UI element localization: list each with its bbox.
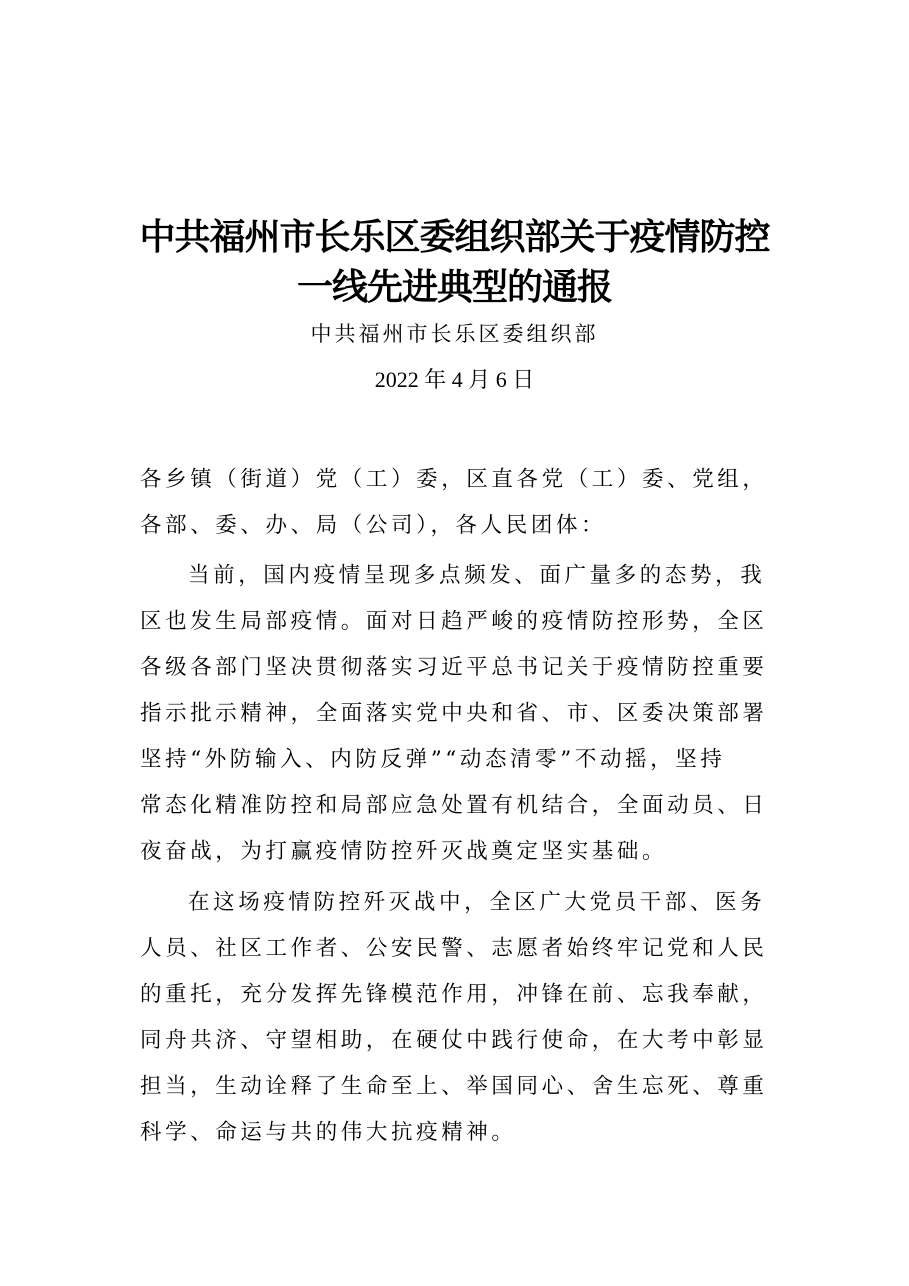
salutation-line: 各部、委、办、局（公司），各人民团体：	[140, 513, 607, 538]
paragraph-line: 区也发生局部疫情。面对日趋严峻的疫情防控形势，全区	[140, 609, 768, 634]
salutation-line: 各乡镇（街道）党（工）委，区直各党（工）委、党组，	[140, 467, 768, 492]
document-title-line-2: 一线先进典型的通报	[296, 266, 612, 308]
paragraph-line: 当前，国内疫情呈现多点频发、面广量多的态势，我	[188, 563, 766, 588]
paragraph-line: 同舟共济、守望相助，在硬仗中践行使命，在大考中彰显	[140, 1028, 768, 1053]
paragraph-line: 科学、命运与共的伟大抗疫精神。	[140, 1120, 517, 1145]
paragraph-line: 在这场疫情防控歼灭战中，全区广大党员干部、医务	[188, 890, 766, 915]
issuer: 中共福州市长乐区委组织部	[310, 322, 599, 346]
salutation	[140, 457, 772, 549]
paragraph-line: 的重托，充分发挥先锋模范作用，冲锋在前、忘我奉献，	[140, 982, 768, 1007]
paragraph-line: 夜奋战，为打赢疫情防控歼灭战奠定坚实基础。	[140, 839, 668, 864]
paragraph-line: 人员、社区工作者、公安民警、志愿者始终牢记党和人民	[140, 936, 768, 961]
document-title-line-1: 中共福州市长乐区委组织部关于疫情防控	[139, 216, 770, 258]
paragraph-line: 坚持“外防输入、内防反弹”“动态清零”不动摇，坚持	[140, 747, 726, 772]
paragraph-line: 各级各部门坚决贯彻落实习近平总书记关于疫情防控重要	[140, 655, 768, 680]
paragraph-line: 担当，生动诠释了生命至上、举国同心、舍生忘死、尊重	[140, 1074, 768, 1099]
paragraph-2	[140, 880, 772, 1156]
paragraph-line: 常态化精准防控和局部应急处置有机结合，全面动员、日	[140, 793, 768, 818]
issue-date: 2022 年 4 月 6 日	[374, 367, 535, 392]
paragraph-line: 指示批示精神，全面落实党中央和省、市、区委决策部署	[140, 701, 768, 726]
paragraph-1	[140, 553, 772, 875]
